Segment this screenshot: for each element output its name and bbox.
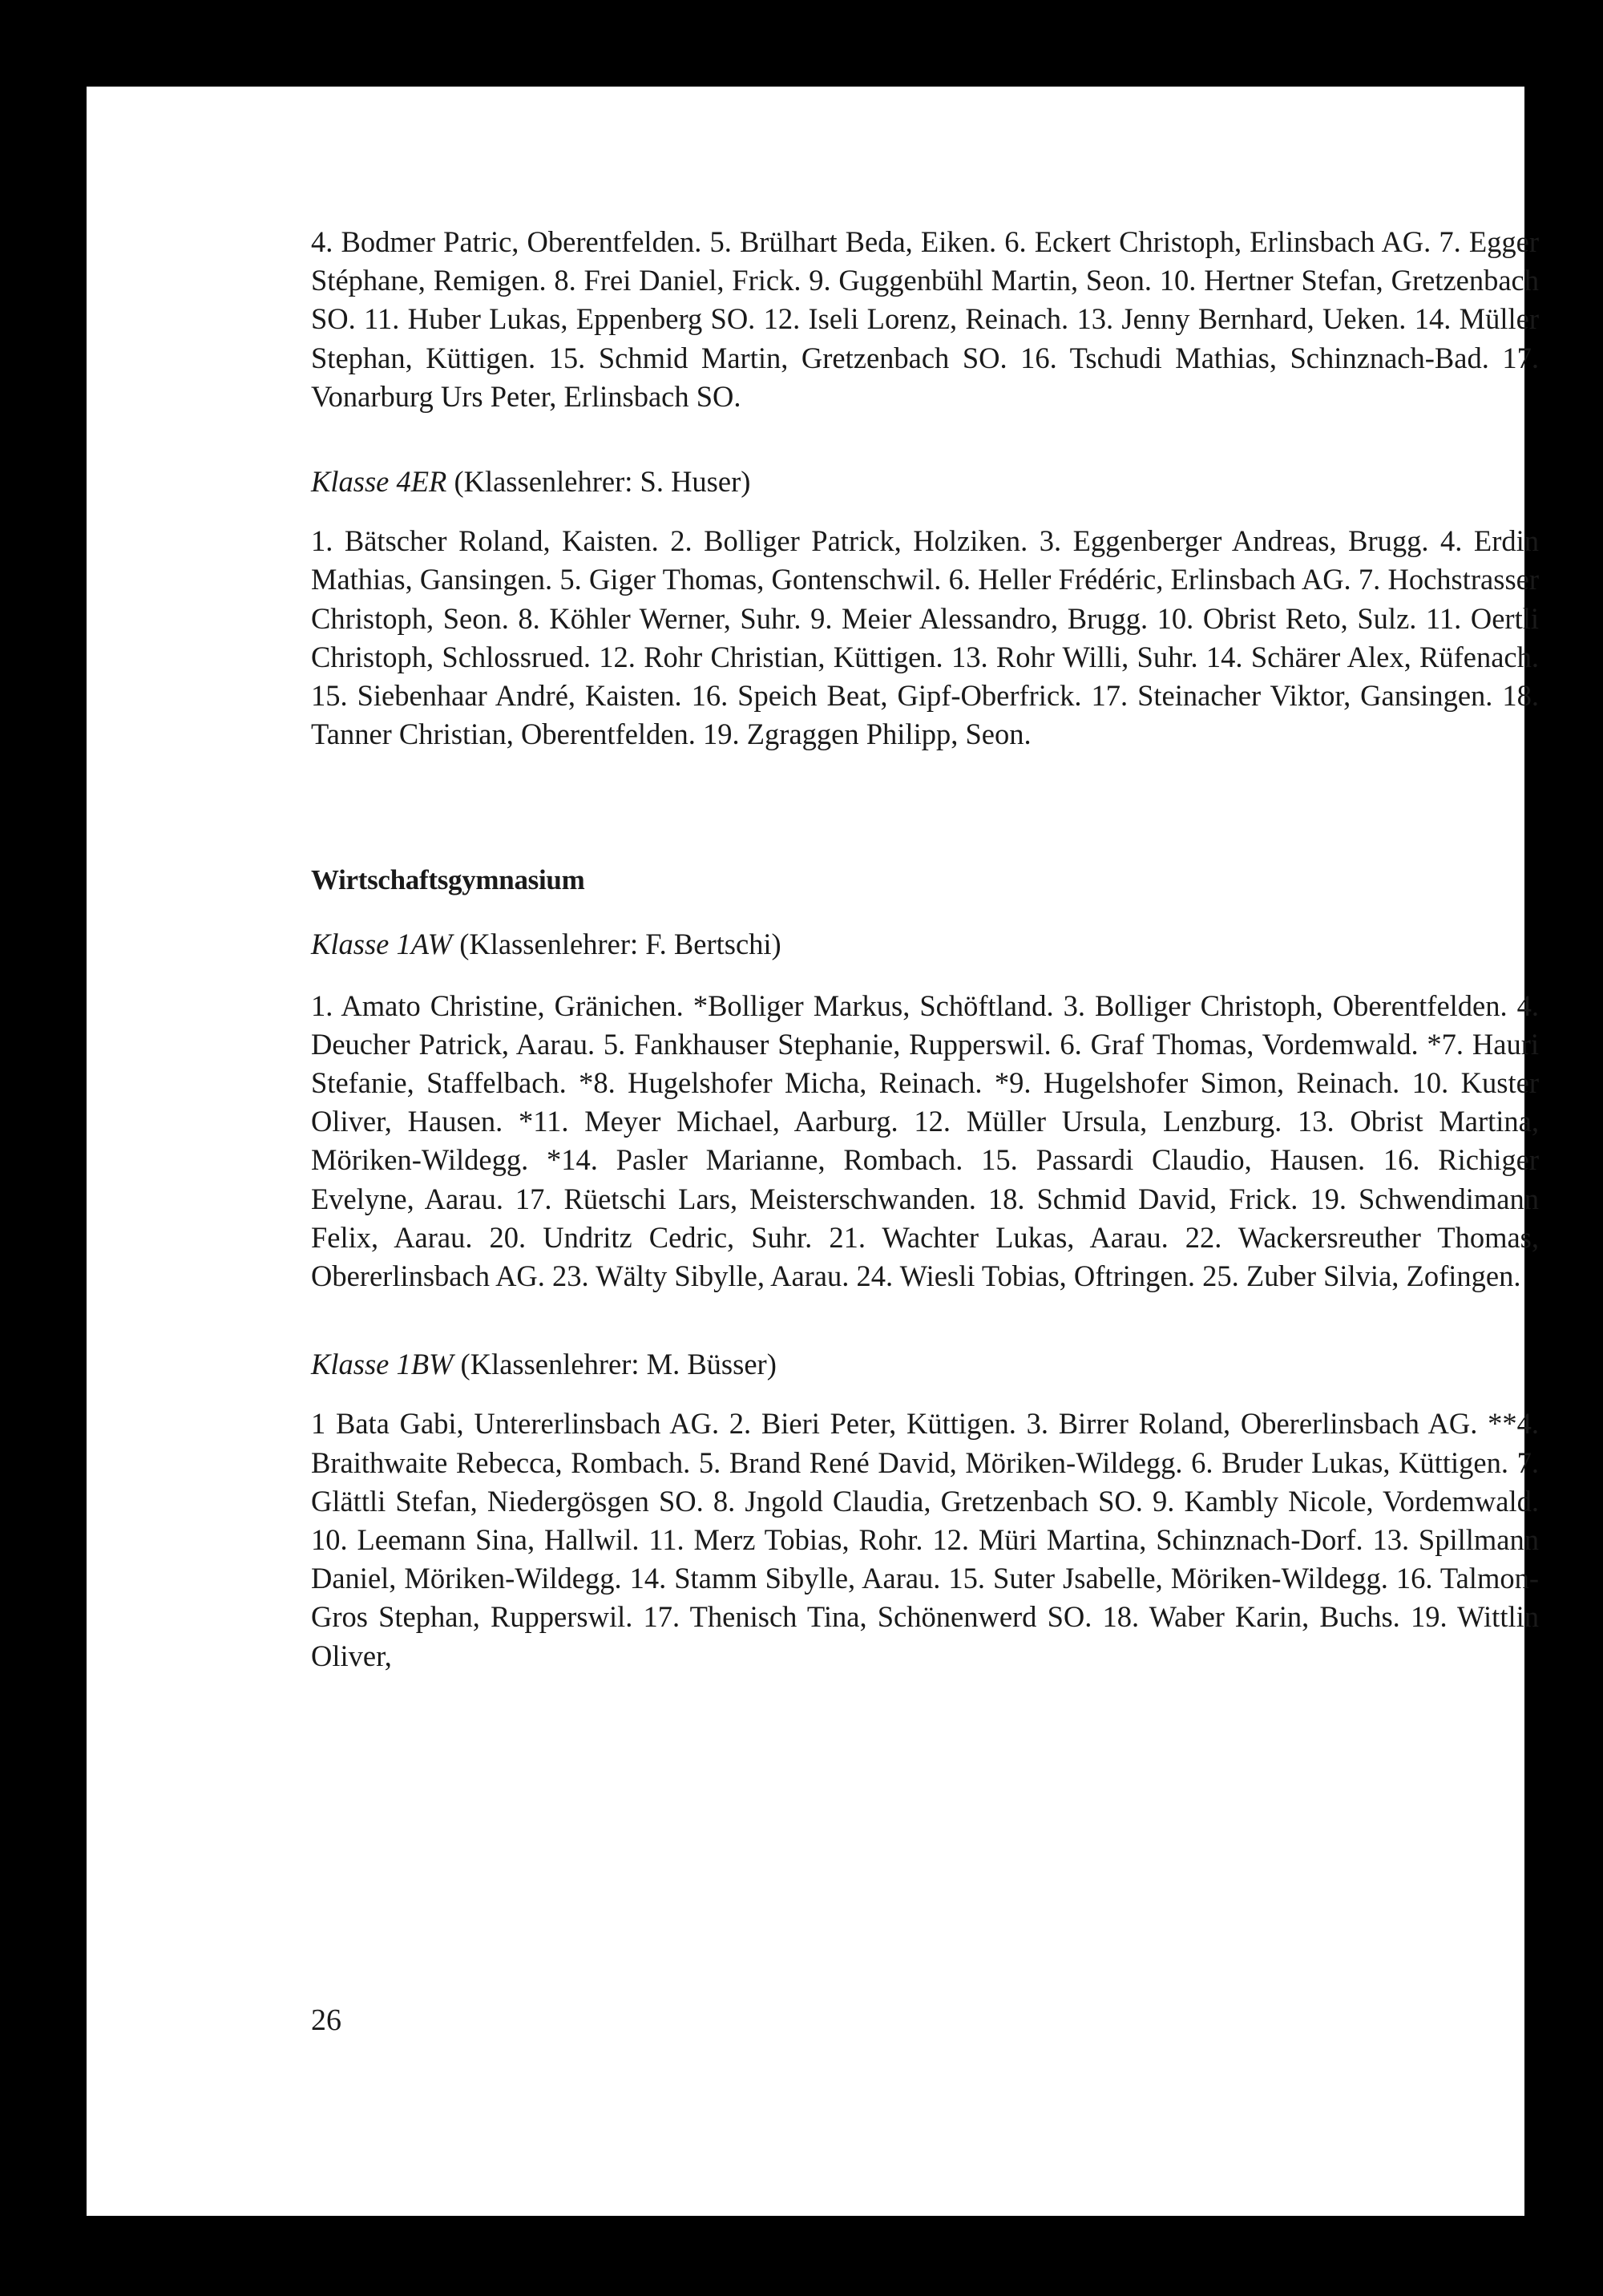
class-name: Klasse 4ER bbox=[311, 465, 447, 499]
class-teacher: (Klassenlehrer: M. Büsser) bbox=[453, 1348, 777, 1381]
page-content bbox=[311, 223, 1539, 1676]
student-list-1aw: 1. Amato Christine, Gränichen. *Bolliger Markus, Schöftland. 3. Bolliger Christoph, Oberentfelden. 4. Deucher Patrick, Aarau. 5. Fankhauser Stephanie, Rupperswil. 6. Graf Thomas, Vordemwald. *7. Hauri Stefanie, Staffelbach. *8. Hugelshofer Micha, Reinach. *9. Hugelshofer Simon, Reinach. 10. Kuster Oliver, Hausen. *11. Meyer Michael, Aarburg. 12. Müller Ursula, Lenzburg. 13. Obrist Martina, Möriken-Wildegg. *14. Pasler Marianne, Rombach. 15. Passardi Claudio, Hausen. 16. Richiger Evelyne, Aarau. 17. Rüetschi Lars, Meisterschwanden. 18. Schmid David, Frick. 19. Schwendimann Felix, Aarau. 20. Undritz Cedric, Suhr. 21. Wachter Lukas, Aarau. 22. Wackersreuther Thomas, Obererlinsbach AG. 23. Wälty Sibylle, Aarau. 24. Wiesli Tobias, Oftringen. 25. Zuber Silvia, Zofingen. bbox=[311, 988, 1539, 1293]
document-page bbox=[87, 87, 1539, 2216]
class-teacher: (Klassenlehrer: F. Bertschi) bbox=[452, 928, 781, 961]
student-list-1bw: 1 Bata Gabi, Untererlinsbach AG. 2. Bieri Peter, Küttigen. 3. Birrer Roland, Obererlinsbach AG. **4. Braithwaite Rebecca, Rombach. 5. Brand René David, Möriken-Wildegg. 6. Bruder Lukas, Küttigen. 7. Glättli Stefan, Niedergösgen SO. 8. Jngold Claudia, Gretzenbach SO. 9. Kambly Nicole, Vordemwald. 10. Leemann Sina, Hallwil. 11. Merz Tobias, Rohr. 12. Müri Martina, Schinznach-Dorf. 13. Spillmann Daniel, Möriken-Wildegg. 14. Stamm Sibylle, Aarau. 15. Suter Jsabelle, Möriken-Wildegg. 16. Talmon-Gros Stephan, Rupperswil. 17. Thenisch Tina, Schönenwerd SO. 18. Waber Karin, Buchs. 19. Wittlin Oliver, bbox=[311, 1407, 1539, 1672]
intro-paragraph: 4. Bodmer Patric, Oberentfelden. 5. Brülhart Beda, Eiken. 6. Eckert Christoph, Erlinsbach AG. 7. Egger Stéphane, Remigen. 8. Frei Daniel, Frick. 9. Guggenbühl Martin, Seon. 10. Hertner Stefan, Gretzenbach SO. 11. Huber Lukas, Eppenberg SO. 12. Iseli Lorenz, Reinach. 13. Jenny Bernhard, Ueken. 14. Müller Stephan, Küttigen. 15. Schmid Martin, Gretzenbach SO. 16. Tschudi Mathias, Schinznach-Bad. 17. Vonarburg Urs Peter, Erlinsbach SO. bbox=[311, 225, 1539, 413]
class-heading-1bw bbox=[311, 1345, 1539, 1384]
class-heading-1aw bbox=[311, 925, 1539, 964]
student-list-4er: 1. Bätscher Roland, Kaisten. 2. Bolliger Patrick, Holziken. 3. Eggenberger Andreas, Brugg. 4. Erdin Mathias, Gansingen. 5. Giger Thomas, Gontenschwil. 6. Heller Frédéric, Erlinsbach AG. 7. Hochstrasser Christoph, Seon. 8. Köhler Werner, Suhr. 9. Meier Alessandro, Brugg. 10. Obrist Reto, Sulz. 11. Oertli Christoph, Schlossrued. 12. Rohr Christian, Küttigen. 13. Rohr Willi, Suhr. 14. Schärer Alex, Rüfenach. 15. Siebenhaar André, Kaisten. 16. Speich Beat, Gipf-Oberfrick. 17. Steinacher Viktor, Gansingen. 18. Tanner Christian, Oberentfelden. 19. Zgraggen Philipp, Seon. bbox=[311, 524, 1539, 751]
class-teacher: (Klassenlehrer: S. Huser) bbox=[446, 465, 751, 499]
page-number: 26 bbox=[311, 2003, 341, 2037]
class-name: Klasse 1AW bbox=[311, 928, 453, 961]
class-name: Klasse 1BW bbox=[311, 1348, 454, 1381]
section-title: Wirtschaftsgymnasium bbox=[311, 864, 585, 896]
class-heading-4er bbox=[311, 463, 1539, 501]
